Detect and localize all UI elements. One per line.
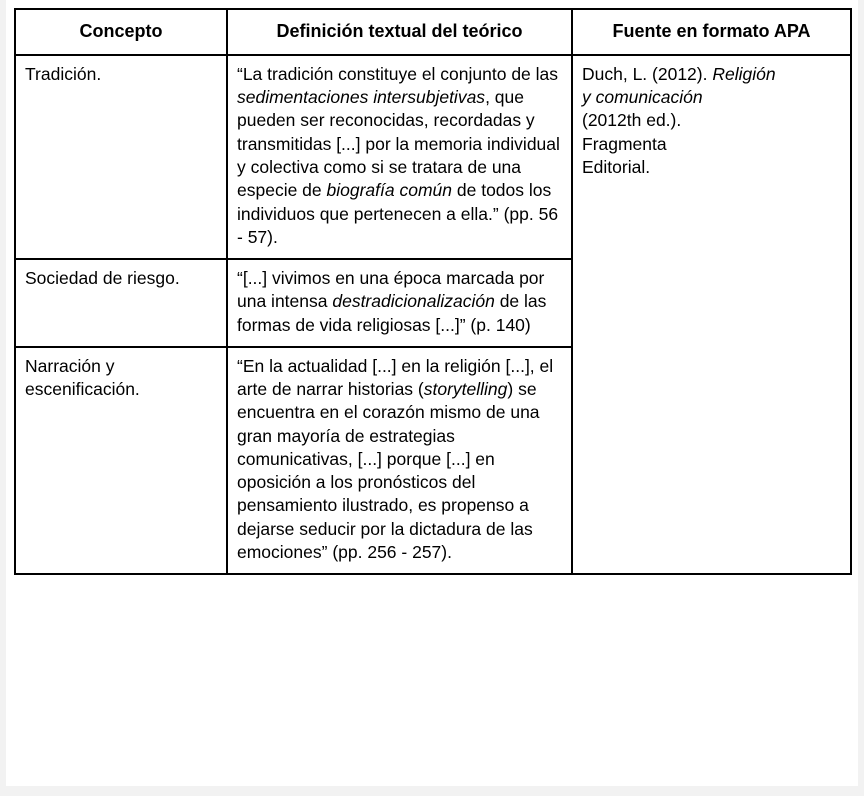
quote-cell: “[...] vivimos en una época marcada por una intensa destradicionalización de las formas de vida religiosas [...]” (p. 140) bbox=[227, 259, 572, 347]
quote-cell: “La tradición constituye el conjunto de las sedimentaciones intersubjetivas, que pueden ser reconocidas, recordadas y transmitidas [...] por la memoria individual y colectiva como si se tratara de una especie de biografía común de todos los individuos que pertenecen a ella.” (pp. 56 - 57). bbox=[227, 55, 572, 259]
page-left-margin bbox=[0, 0, 6, 796]
page-bottom-margin bbox=[0, 786, 864, 796]
source-cell: Duch, L. (2012). Religión y comunicación (2012th ed.). Fragmenta Editorial. bbox=[572, 55, 851, 574]
concept-cell: Sociedad de riesgo. bbox=[15, 259, 227, 347]
quote-cell: “En la actualidad [...] en la religión [...], el arte de narrar historias (storytelling) se encuentra en el corazón mismo de una gran mayoría de estrategias comunicativas, [...] porque [...] en oposición a los pronósticos del pensamiento ilustrado, es propenso a dejarse seducir por la dictadura de las emociones” (pp. 256 - 257). bbox=[227, 347, 572, 574]
column-header-fuente: Fuente en formato APA bbox=[572, 9, 851, 55]
concept-cell: Narración y escenificación. bbox=[15, 347, 227, 574]
table-header-row bbox=[15, 9, 851, 55]
page-right-margin bbox=[858, 0, 864, 796]
column-header-concepto: Concepto bbox=[15, 9, 227, 55]
table-row bbox=[15, 55, 851, 259]
concept-cell: Tradición. bbox=[15, 55, 227, 259]
concepts-table bbox=[14, 8, 852, 575]
column-header-definicion: Definición textual del teórico bbox=[227, 9, 572, 55]
